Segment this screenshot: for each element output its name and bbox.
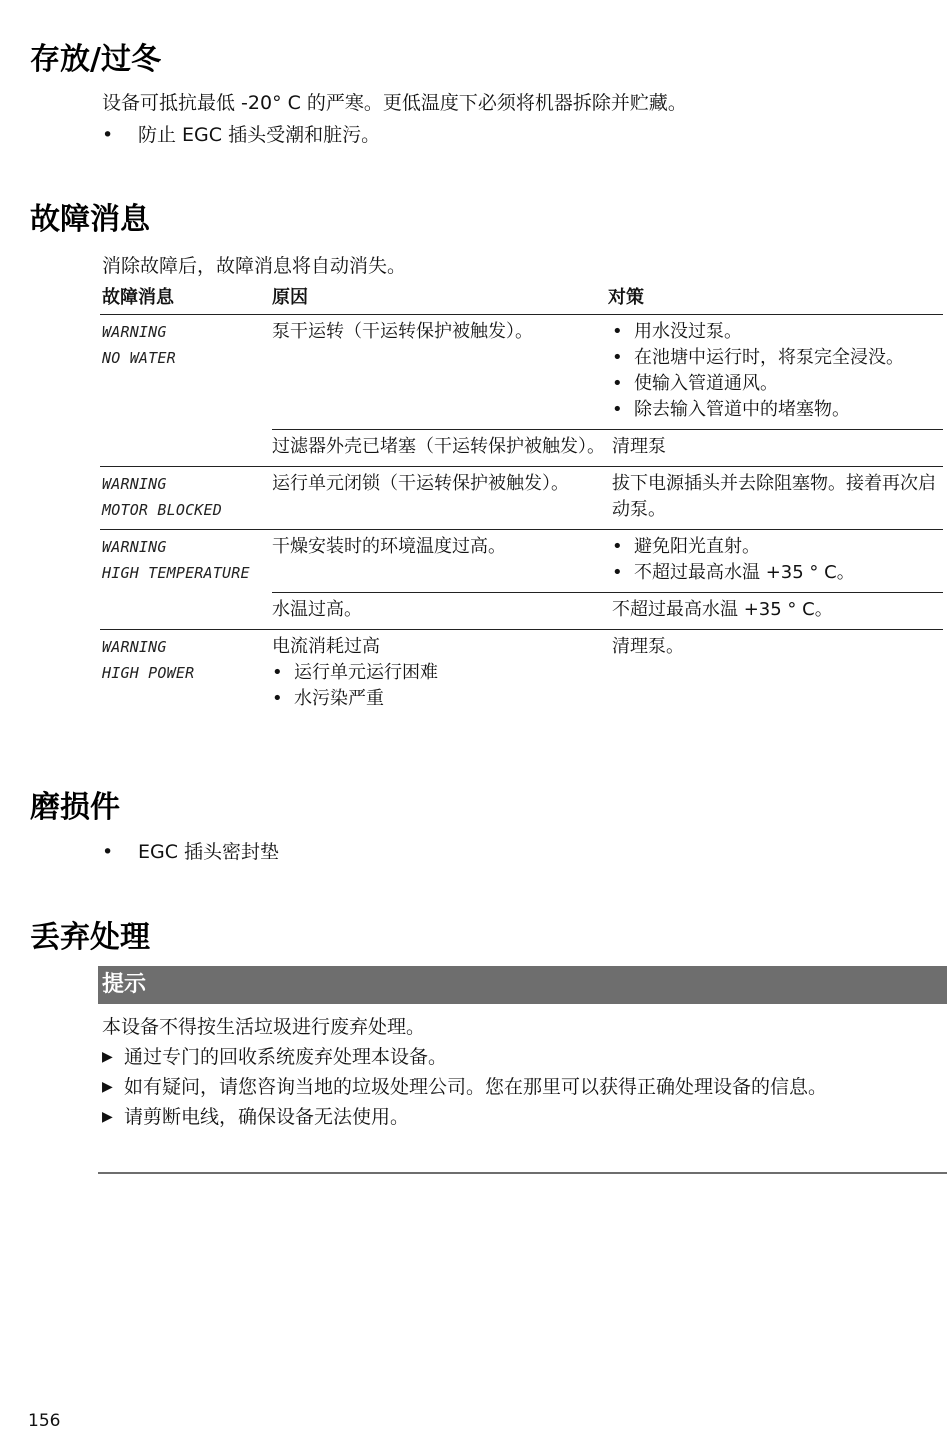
storage-bullet-text: 防止 EGC 插头受潮和脏污。 xyxy=(138,124,381,146)
table-row xyxy=(272,429,943,466)
notice-body xyxy=(102,1012,932,1132)
table-row xyxy=(272,530,943,592)
fault-table-header xyxy=(100,285,943,315)
list-item: • 使输入管道通风。 xyxy=(612,371,943,397)
notice-divider xyxy=(98,1172,947,1174)
cause-cell: 运行单元闭锁（干运转保护被触发）。 xyxy=(272,473,569,494)
faults-intro: 消除故障后，故障消息将自动消失。 xyxy=(102,255,407,277)
arrow-right-icon: ▶ xyxy=(102,1109,113,1125)
list-item: • 用水没过泵。 xyxy=(612,319,943,345)
notice-title-bar: 提示 xyxy=(98,966,947,1004)
disposal-heading: 丢弃处理 xyxy=(30,920,150,955)
remedy-cell: 清理泵。 xyxy=(612,636,684,657)
remedy-cell: 清理泵 xyxy=(612,436,666,457)
cause-cell: 水温过高。 xyxy=(272,599,362,620)
storage-heading: 存放/过冬 xyxy=(30,42,161,77)
error-code: WARNING MOTOR BLOCKED xyxy=(102,475,222,519)
storage-paragraph: 设备可抵抗最低 -20° C 的严寒。更低温度下必须将机器拆除并贮藏。 xyxy=(102,92,687,114)
list-item: ▶ 如有疑问，请您咨询当地的垃圾处理公司。您在那里可以获得正确处理设备的信息。 xyxy=(102,1072,932,1102)
cause-cell: 电流消耗过高 • 运行单元运行困难 • 水污染严重 xyxy=(272,634,612,712)
list-item: ▶ 通过专门的回收系统废弃处理本设备。 xyxy=(102,1042,932,1072)
faults-heading: 故障消息 xyxy=(30,202,150,237)
remedy-cell xyxy=(612,534,943,586)
page-number: 156 xyxy=(28,1411,61,1431)
bullet-dot-icon: • xyxy=(102,841,114,863)
remedy-cell: 拔下电源插头并去除阻塞物。接着再次启动泵。 xyxy=(612,473,936,520)
list-item: • 除去输入管道中的堵塞物。 xyxy=(612,397,943,423)
header-msg: 故障消息 xyxy=(102,287,174,308)
wear-heading: 磨损件 xyxy=(30,790,120,825)
error-code: WARNING HIGH TEMPERATURE xyxy=(102,538,250,582)
table-row xyxy=(272,630,943,718)
remedy-cell: 不超过最高水温 +35 ° C。 xyxy=(612,599,833,620)
wear-bullet-text: EGC 插头密封垫 xyxy=(138,841,280,863)
cause-cell: 过滤器外壳已堵塞（干运转保护被触发）。 xyxy=(272,436,605,457)
error-code: WARNING HIGH POWER xyxy=(102,638,195,682)
fault-table xyxy=(100,285,943,718)
fault-group-motor-blocked xyxy=(100,467,943,530)
fault-group-high-power xyxy=(100,630,943,718)
cause-cell: 泵干运转（干运转保护被触发）。 xyxy=(272,321,533,342)
header-remedy: 对策 xyxy=(608,287,644,308)
table-row xyxy=(272,315,943,429)
fault-group-high-temperature xyxy=(100,530,943,630)
list-item: ▶ 请剪断电线，确保设备无法使用。 xyxy=(102,1102,932,1132)
table-row xyxy=(272,467,943,529)
header-cause: 原因 xyxy=(272,287,308,308)
table-row xyxy=(272,592,943,629)
list-item: • 不超过最高水温 +35 ° C。 xyxy=(612,560,943,586)
error-code: WARNING NO WATER xyxy=(102,323,176,367)
list-item: • 避免阳光直射。 xyxy=(612,534,943,560)
arrow-right-icon: ▶ xyxy=(102,1079,113,1095)
arrow-right-icon: ▶ xyxy=(102,1049,113,1065)
fault-group-no-water xyxy=(100,315,943,467)
notice-text: 本设备不得按生活垃圾进行废弃处理。 xyxy=(102,1016,426,1038)
bullet-dot-icon: • xyxy=(102,124,114,146)
list-item: • 在池塘中运行时，将泵完全浸没。 xyxy=(612,345,943,371)
remedy-cell xyxy=(612,319,943,423)
list-item: • 水污染严重 xyxy=(272,686,608,712)
cause-cell: 干燥安装时的环境温度过高。 xyxy=(272,536,506,557)
list-item: • 运行单元运行困难 xyxy=(272,660,608,686)
